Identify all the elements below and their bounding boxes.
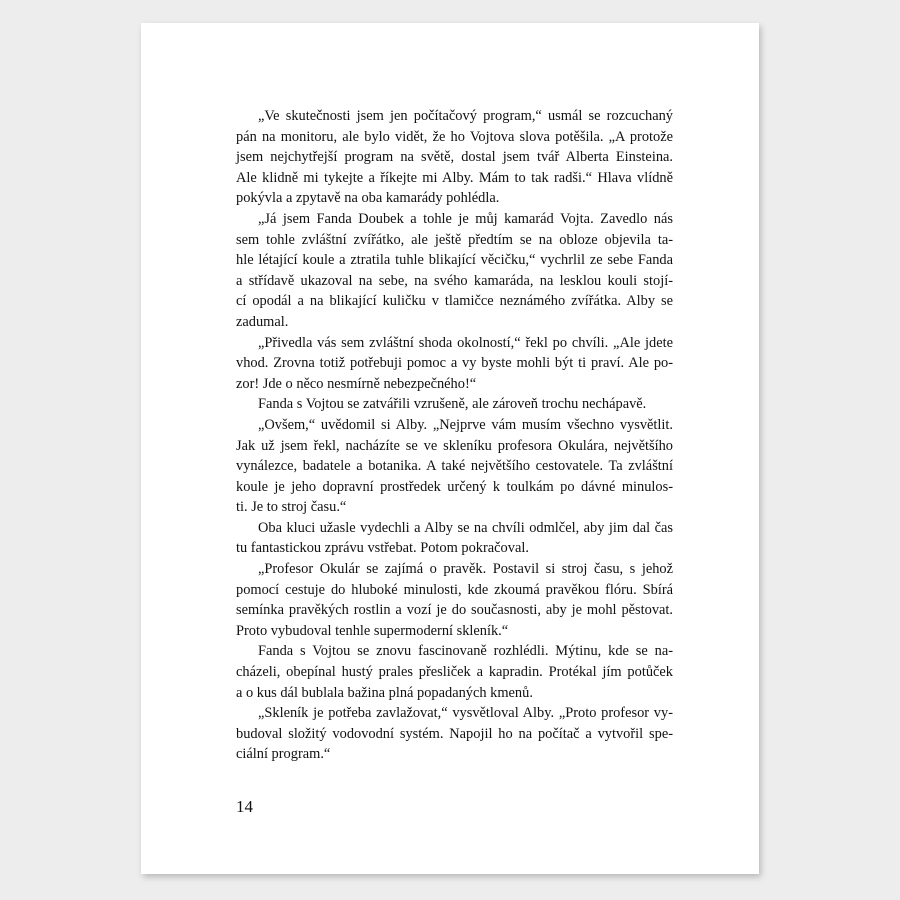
text-line: Proto vybudoval tenhle supermoderní skleník.“ <box>236 622 509 639</box>
text-line: vynálezce, badatele a botanika. A také největšího cestovatele. Ta zvláštní <box>236 458 673 475</box>
text-line: a o kus dál bublala bažina plná popadaných kmenů. <box>236 684 533 701</box>
paragraph <box>236 415 673 518</box>
text-line: Oba kluci užasle vydechli a Alby se na chvíli odmlčel, aby jim dal čas <box>258 519 673 536</box>
text-line: ciální program.“ <box>236 746 331 763</box>
text-line: cí opodál a na blikající kuličku v tlamičce neznámého zvířátka. Alby se <box>236 293 673 310</box>
text-line: „Profesor Okulár se zajímá o pravěk. Postavil si stroj času, s jehož <box>258 561 673 578</box>
paragraph <box>236 641 673 703</box>
paragraph <box>236 394 673 415</box>
paragraph <box>236 209 673 333</box>
text-line: jsem nejchytřejší program na světě, dostal jsem tvář Alberta Einsteina. <box>236 149 673 166</box>
book-page <box>141 23 759 874</box>
paragraph <box>236 518 673 559</box>
text-line: „Ovšem,“ uvědomil si Alby. „Nejprve vám musím všechno vysvětlit. <box>258 416 673 433</box>
page-number: 14 <box>236 797 253 816</box>
page-body-text <box>236 106 673 765</box>
text-line: vhod. Zrovna totiž potřebuji pomoc a vy byste mohli být ti praví. Ale po- <box>236 355 673 372</box>
text-line: sem tohle zvláštní zvířátko, ale ještě předtím se na obloze objevila ta- <box>236 231 673 248</box>
text-line: „Ve skutečnosti jsem jen počítačový program,“ usmál se rozcuchaný <box>258 108 673 124</box>
text-line: semínka pravěkých rostlin a vozí je do současnosti, aby je mohl pěstovat. <box>236 602 673 619</box>
text-line: zor! Jde o něco nesmírně nebezpečného!“ <box>236 375 477 392</box>
text-line: Fanda s Vojtou se zatvářili vzrušeně, ale zároveň trochu nechápavě. <box>258 396 647 413</box>
text-line: „Já jsem Fanda Doubek a tohle je můj kamarád Vojta. Zavedlo nás <box>258 210 673 227</box>
text-line: Ale klidně mi tykejte a říkejte mi Alby. Mám to tak radši.“ Hlava vlídně <box>236 169 673 186</box>
text-line: ti. Je to stroj času.“ <box>236 499 347 516</box>
text-line: tu fantastickou zprávu vstřebat. Potom pokračoval. <box>236 540 529 557</box>
paragraph <box>236 333 673 395</box>
text-line: „Skleník je potřeba zavlažovat,“ vysvětloval Alby. „Proto profesor vy- <box>258 705 673 722</box>
text-line: pomocí cestuje do hluboké minulosti, kde zkoumá pravěkou flóru. Sbírá <box>236 581 673 598</box>
paragraph <box>236 703 673 765</box>
paragraph <box>236 559 673 641</box>
text-line: pokývla a zpytavě na oba kamarády pohlédla. <box>236 190 500 207</box>
text-line: budoval složitý vodovodní systém. Napojil ho na počítač a vytvořil spe- <box>236 725 673 742</box>
text-line: cházeli, obepínal hustý prales přesliček a kapradin. Protékal jím potůček <box>236 664 673 681</box>
text-line: hle létající koule a ztratila tuhle blikající věcičku,“ vychrlil ze sebe Fanda <box>236 252 673 269</box>
text-line: zadumal. <box>236 313 289 330</box>
text-line: a střídavě ukazoval na sebe, na svého kamaráda, na lesklou kouli stojí- <box>236 272 673 289</box>
text-line: Jak už jsem řekl, nacházíte se ve skleníku profesora Okulára, největšího <box>236 437 673 454</box>
text-line: koule je jeho dopravní prostředek určený k toulkám po dávné minulos- <box>236 478 673 495</box>
text-line: „Přivedla vás sem zvláštní shoda okolností,“ řekl po chvíli. „Ale jdete <box>258 334 673 351</box>
text-line: pán na monitoru, ale bylo vidět, že ho Vojtova slova potěšila. „A protože <box>236 128 673 145</box>
paragraph <box>236 106 673 209</box>
text-line: Fanda s Vojtou se znovu fascinovaně rozhlédli. Mýtinu, kde se na- <box>258 643 673 660</box>
